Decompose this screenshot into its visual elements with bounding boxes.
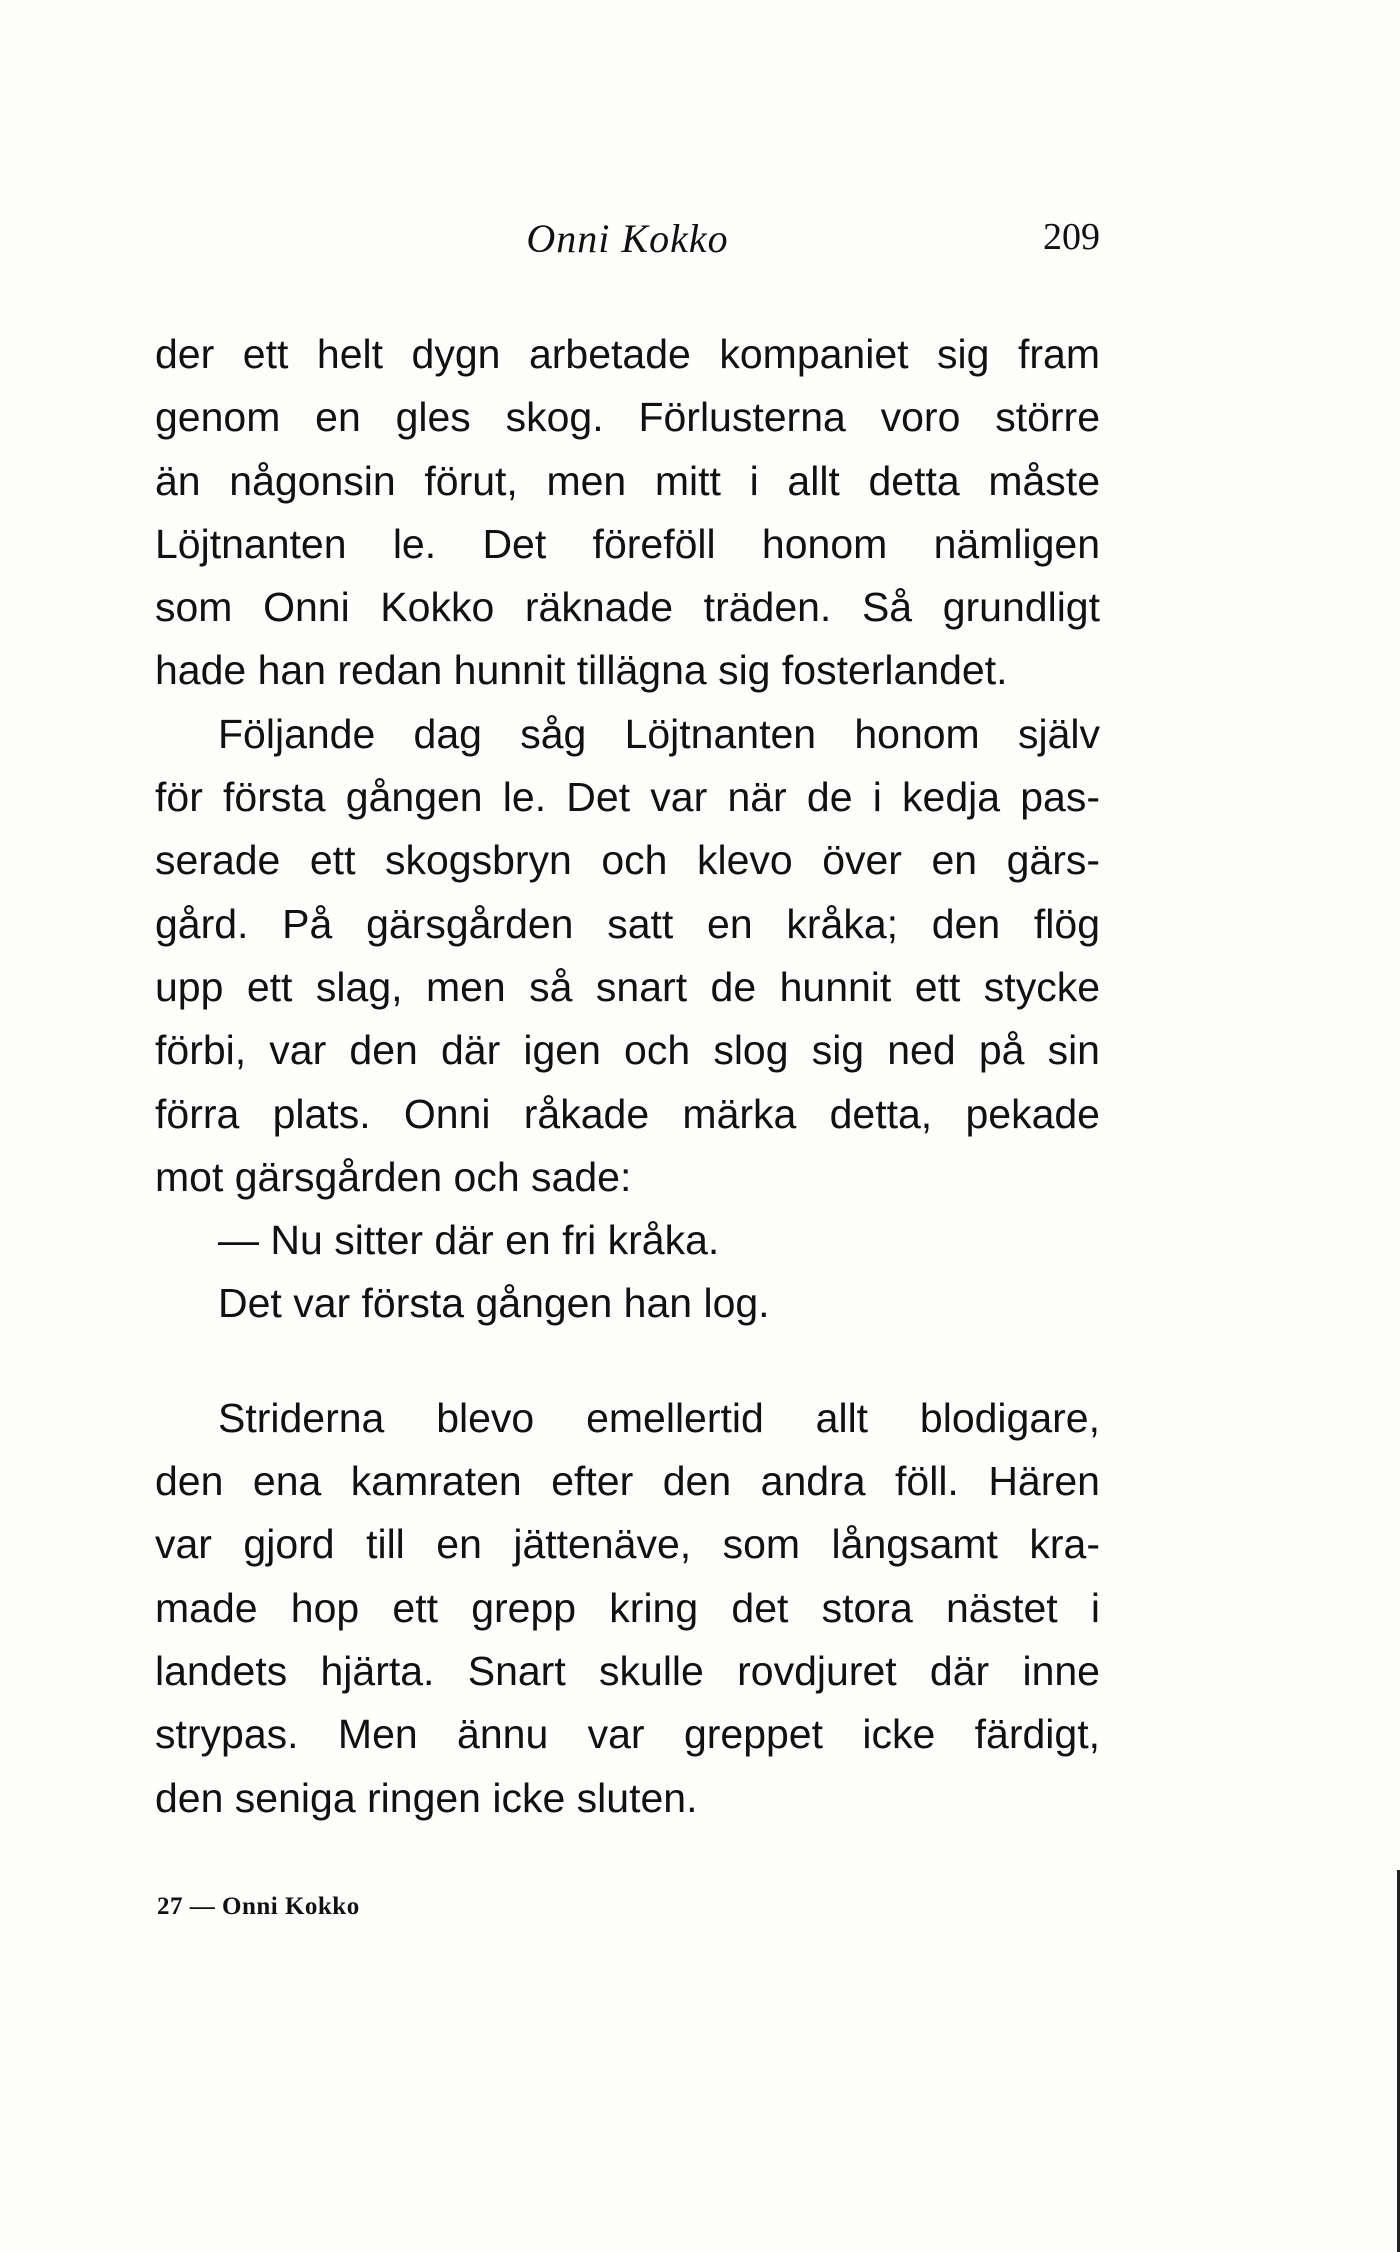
text-line: genom en gles skog. Förlusterna voro större [155, 394, 1100, 441]
running-head [155, 215, 1100, 275]
running-title: Onni Kokko [526, 216, 729, 261]
body-text [155, 323, 1100, 1830]
text-line: landets hjärta. Snart skulle rovdjuret där inne [155, 1647, 1100, 1694]
text-line: än någonsin förut, men mitt i allt detta måste [155, 457, 1100, 504]
text-line: mot gärsgården och sade: [155, 1153, 632, 1200]
text-line: hade han redan hunnit tillägna sig fosterlandet. [155, 647, 1008, 694]
text-line: som Onni Kokko räknade träden. Så grundligt [155, 584, 1100, 631]
text-line: made hop ett grepp kring det stora nästet i [155, 1584, 1100, 1631]
text-line: förra plats. Onni råkade märka detta, pekade [155, 1090, 1100, 1137]
text-line: Det var första gången han log. [218, 1280, 770, 1327]
text-line: för första gången le. Det var när de i kedja pas- [155, 774, 1100, 821]
text-line: var gjord till en jättenäve, som långsamt kra- [155, 1521, 1100, 1568]
text-line: der ett helt dygn arbetade kompaniet sig fram [155, 331, 1100, 377]
text-line: upp ett slag, men så snart de hunnit ett stycke [155, 963, 1100, 1010]
text-line: Följande dag såg Löjtnanten honom själv [218, 710, 1100, 757]
section-break [155, 1336, 1100, 1387]
text-line: förbi, var den där igen och slog sig ned på sin [155, 1027, 1100, 1074]
page-number: 209 [1043, 216, 1100, 258]
text-line: Striderna blevo emellertid allt blodigare, [218, 1394, 1100, 1441]
dialogue-line: — Nu sitter där en fri kråka. [218, 1217, 720, 1264]
text-line: serade ett skogsbryn och klevo över en gärs- [155, 837, 1100, 884]
text-line: gård. På gärsgården satt en kråka; den flög [155, 900, 1100, 947]
text-line: den ena kamraten efter den andra föll. Hären [155, 1458, 1100, 1505]
text-line: strypas. Men ännu var greppet icke färdigt, [155, 1711, 1100, 1758]
printer-signature: 27 — Onni Kokko [157, 1893, 360, 1920]
text-line: den seniga ringen icke sluten. [155, 1774, 698, 1821]
text-line: Löjtnanten le. Det föreföll honom nämligen [155, 520, 1100, 567]
